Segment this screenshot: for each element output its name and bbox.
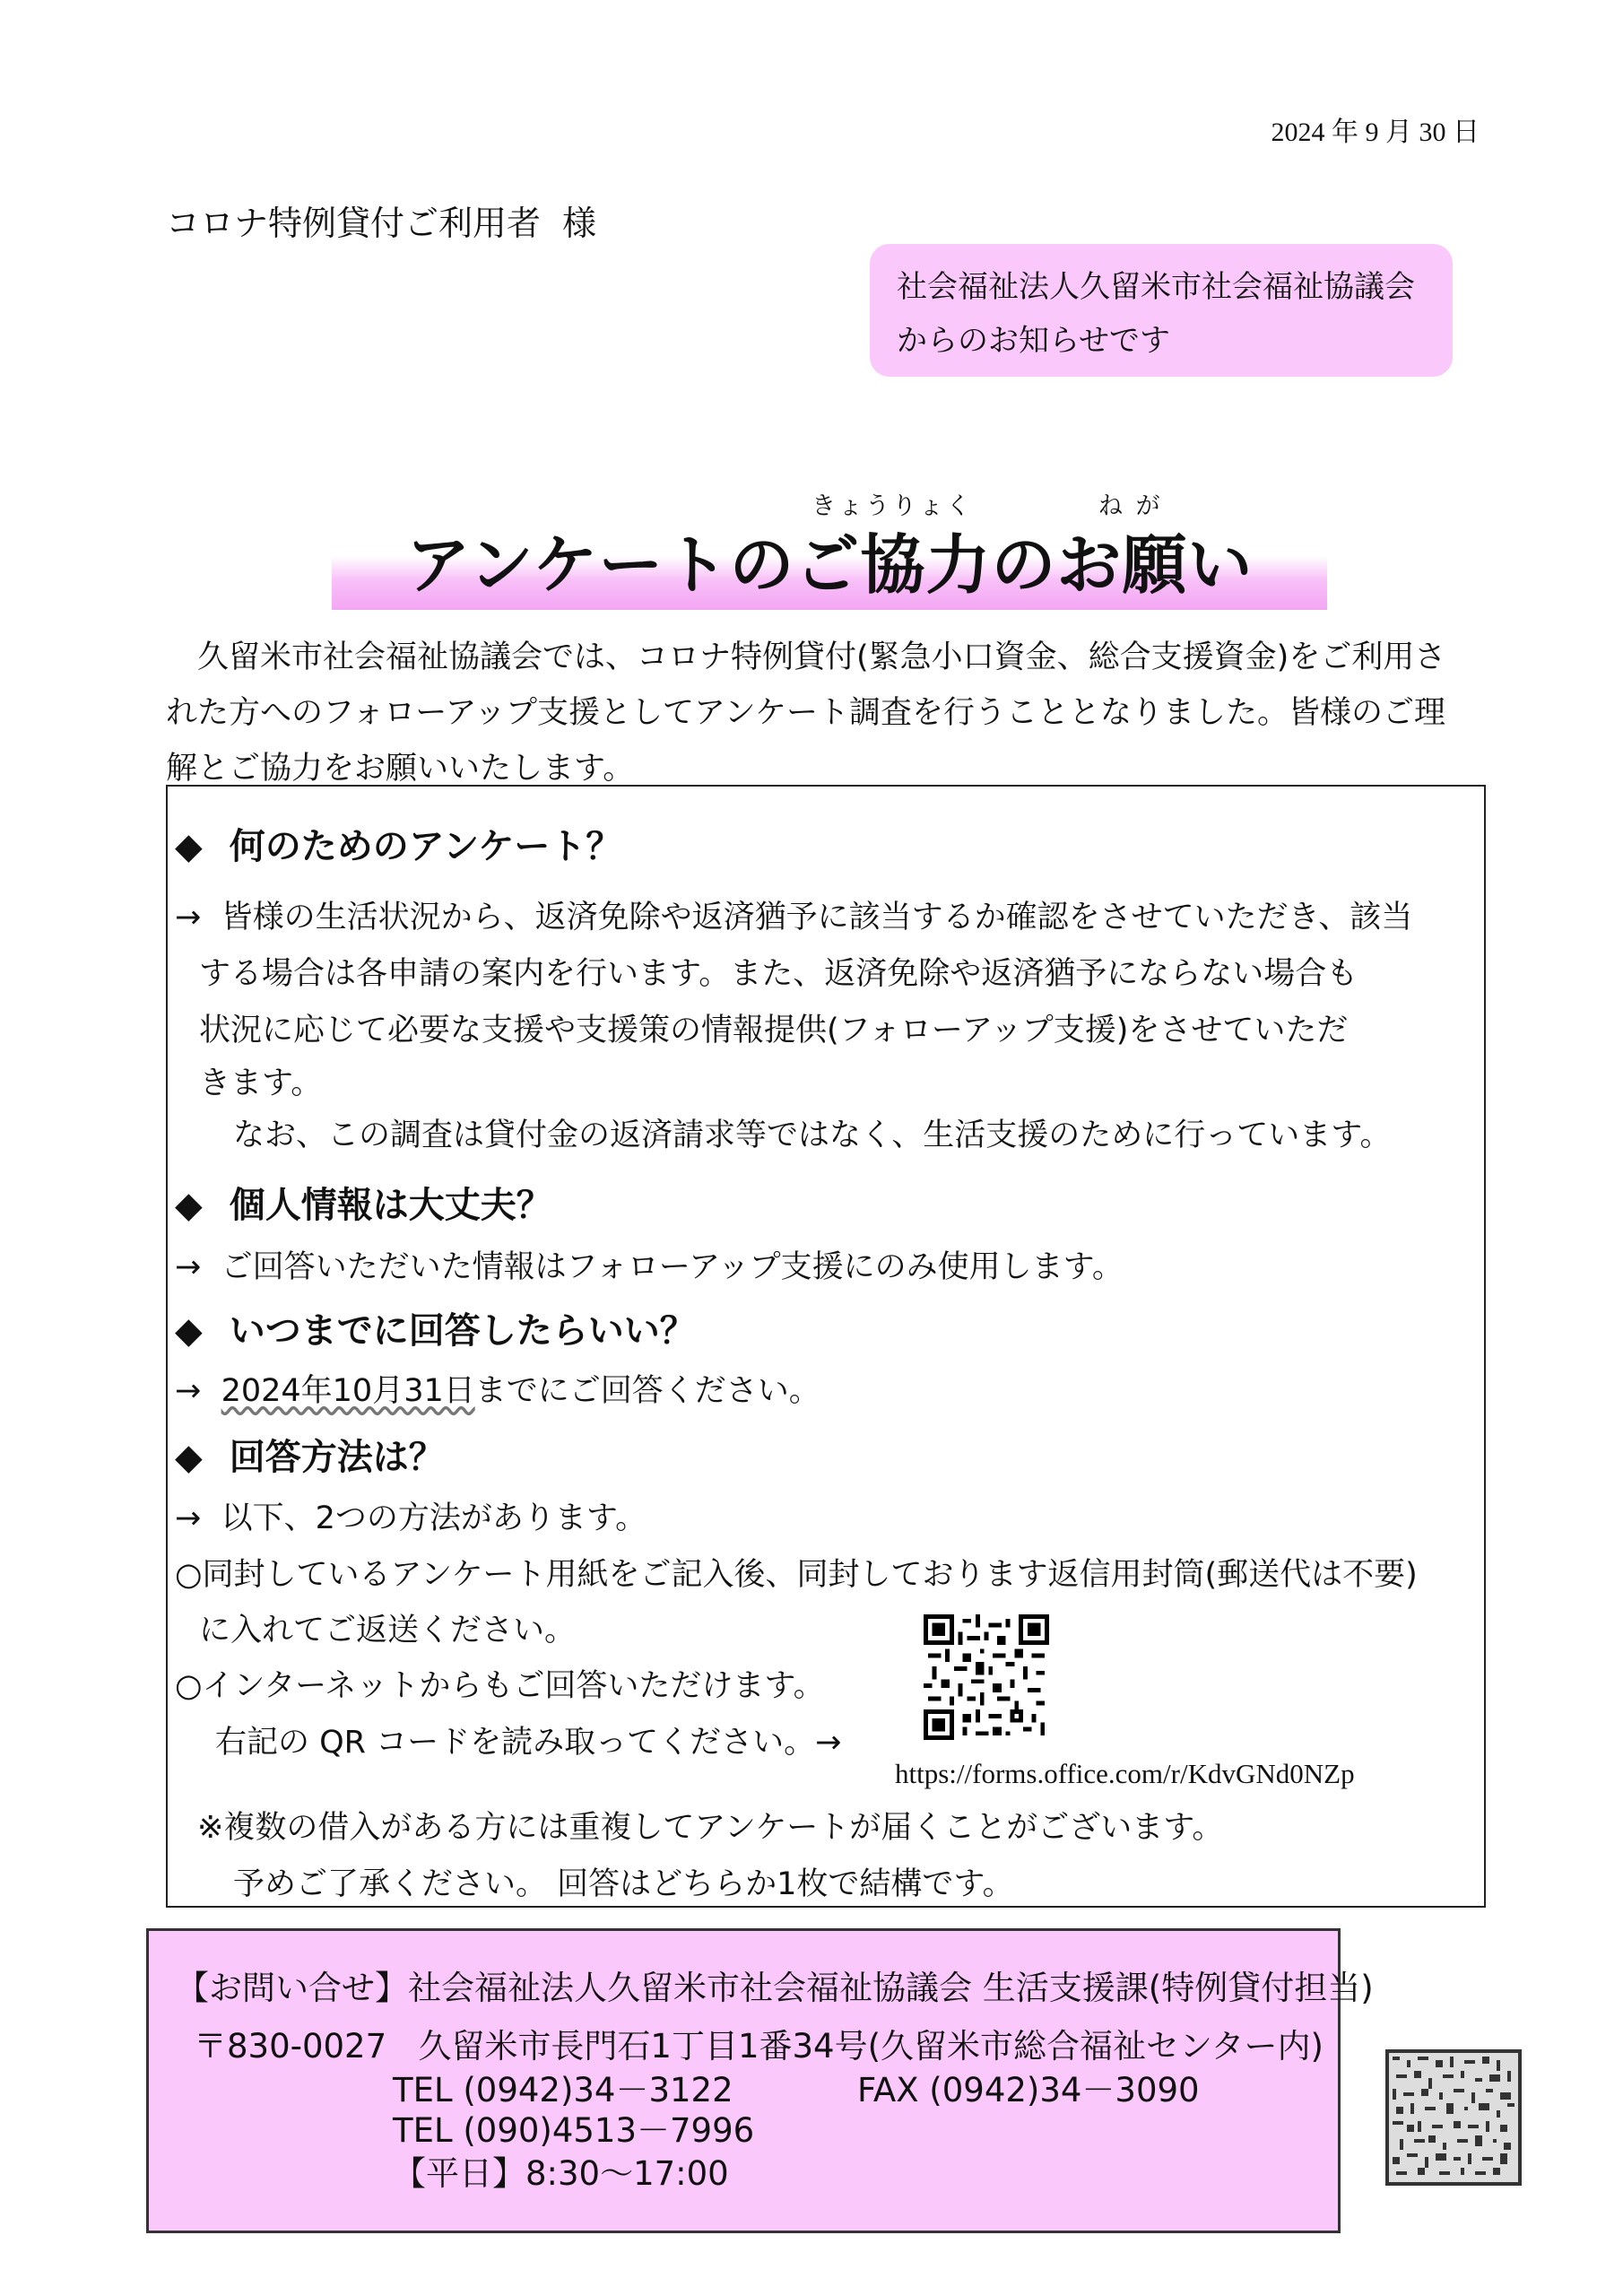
contact-address: 久留米市長門石1丁目1番34号(久留米市総合福祉センター内) [418, 2027, 1324, 2066]
method-intro: → 以下、2つの方法があります。 [175, 1500, 647, 1536]
contact-tel-2: TEL (090)4513－7996 [393, 2111, 755, 2150]
deadline-date: 2024年10月31日 [221, 1373, 475, 1409]
document-date: 2024 年 9 月 30 日 [1271, 117, 1480, 147]
arrow-icon: → [175, 1373, 202, 1409]
method-option-2-line-2: 右記の QR コードを読み取ってください。→ [215, 1725, 842, 1761]
arrow-icon: → [175, 900, 202, 935]
qr-code-icon[interactable] [924, 1614, 1049, 1740]
why-line-1: → 皆様の生活状況から、返済免除や返済猶予に該当するか確認をさせていただき、該当 [175, 900, 1413, 935]
arrow-icon: → [175, 1500, 202, 1536]
diamond-icon: ◆ [175, 1437, 203, 1478]
contact-org: 社会福祉法人久留米市社会福祉協議会 生活支援課(特例貸付担当) [408, 1969, 1374, 2007]
section-heading-privacy: ◆ 個人情報は大丈夫？ [175, 1185, 552, 1226]
contact-label: 【お問い合せ】 [176, 1969, 408, 2007]
why-line-5: なお、この調査は貸付金の返済請求等ではなく、生活支援のために行っています。 [233, 1118, 1392, 1153]
addressee-honorific: 様 [562, 204, 597, 243]
privacy-body: → ご回答いただいた情報はフォローアップ支援にのみ使用します。 [175, 1249, 1124, 1285]
contact-address-line [194, 2019, 1324, 2067]
section-heading-method: ◆ 回答方法は？ [175, 1437, 445, 1478]
method-option-1-line-1: ○同封しているアンケート用紙をご記入後、同封しております返信用封筒(郵送代は不要) [175, 1557, 1418, 1593]
contact-hours: 【平日】8:30～17:00 [393, 2154, 729, 2193]
addressee-name: コロナ特例貸付ご利用者 [166, 204, 542, 243]
method-note-2: 予めご了承ください。 回答はどちらか1枚で結構です。 [233, 1866, 1014, 1902]
why-line-4: きます。 [199, 1065, 323, 1101]
diamond-icon: ◆ [175, 1310, 203, 1352]
arrow-icon: → [175, 1249, 202, 1285]
method-note-1: ※複数の借入がある方には重複してアンケートが届くことがございます。 [197, 1810, 1224, 1846]
why-line-3: 状況に応じて必要な支援や支援策の情報提供(フォローアップ支援)をさせていただ [199, 1013, 1349, 1048]
method-option-2-line-1: ○インターネットからもご回答いただけます。 [175, 1668, 825, 1704]
page-title: アンケートのご協力のお願い [405, 527, 1254, 603]
diamond-icon: ◆ [175, 826, 203, 867]
ruby-negai: ね が [1098, 492, 1163, 520]
intro-paragraph: 久留米市社会福祉協議会では、コロナ特例貸付(緊急小口資金、総合支援資金)をご利用された方へのフォローアップ支援としてアンケート調査を行うこととなりました。皆様のご理解とご協力をお願いいたします。 [166, 639, 1446, 787]
sender-box [870, 244, 1453, 377]
survey-url[interactable]: https://forms.office.com/r/KdvGNd0NZp [895, 1758, 1355, 1789]
contact-tel-1: TEL (0942)34－3122 [393, 2071, 733, 2109]
postal-code: 〒830-0027 [194, 2027, 387, 2066]
section-heading-why: ◆ 何のためのアンケート？ [175, 826, 622, 867]
sender-org: 社会福祉法人久留米市社会福祉協議会 [897, 269, 1415, 305]
qr-code-icon [1385, 2049, 1522, 2186]
contact-box [146, 1928, 1374, 2233]
deadline-body: → 2024年10月31日までにご回答ください。 [175, 1373, 820, 1409]
method-option-1-line-2: に入れてご返送ください。 [199, 1613, 577, 1648]
ruby-kyouryoku: きょうりょく [812, 492, 973, 520]
section-heading-deadline: ◆ いつまでに回答したらいい？ [175, 1310, 696, 1352]
addressee [166, 196, 596, 245]
contact-label-line [176, 1961, 1374, 2009]
contact-fax: FAX (0942)34－3090 [857, 2071, 1200, 2109]
sender-notice: からのお知らせです [897, 323, 1170, 359]
why-line-2: する場合は各申請の案内を行います。また、返済免除や返済猶予にならない場合も [199, 956, 1358, 992]
diamond-icon: ◆ [175, 1185, 203, 1226]
